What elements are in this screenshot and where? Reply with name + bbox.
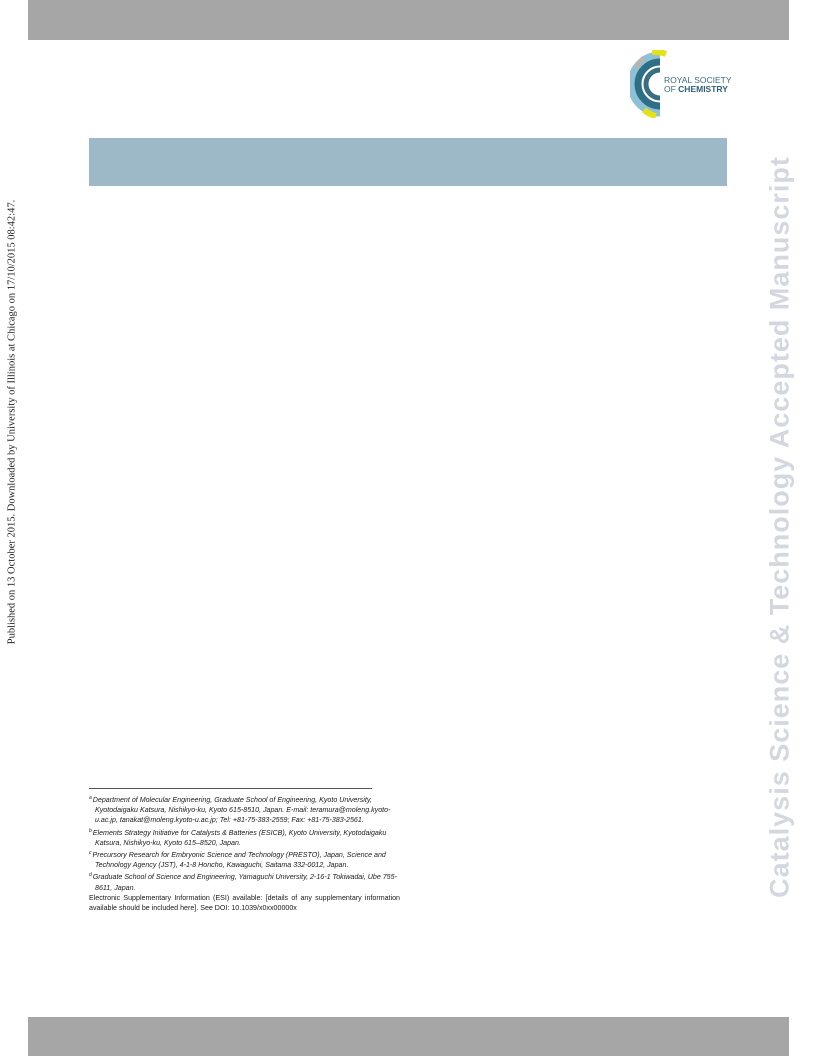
title-band — [89, 138, 727, 186]
footnote-c — [89, 848, 400, 870]
footnote-mark: c — [89, 850, 92, 857]
rsc-logo-wordmark — [664, 76, 732, 94]
logo-line-2 — [664, 85, 732, 94]
footnote-b — [89, 826, 400, 848]
footnote-text: Graduate School of Science and Engineering, Yamaguchi University, 2-16-1 Tokiwadai, Ube 755-8611, Japan. — [92, 873, 397, 892]
esi-note: Electronic Supplementary Information (ESI) available: [details of any supplementary information available should be included here]. See DOI: 10.1039/x0xx00000x — [89, 893, 400, 913]
footnote-d — [89, 870, 400, 892]
footnote-mark: d — [89, 872, 92, 879]
journal-watermark: Catalysis Science & Technology Accepted Manuscript — [764, 156, 795, 898]
logo-line-2-prefix: OF — [664, 84, 679, 94]
footnote-mark: b — [89, 827, 92, 834]
footnote-rule — [89, 788, 372, 789]
footnote-a — [89, 793, 400, 826]
logo-line-1: ROYAL SOCIETY — [664, 75, 732, 85]
affiliation-footnotes — [89, 788, 400, 913]
footnote-text: Elements Strategy Initiative for Catalysts & Batteries (ESICB), Kyoto University, Kyotodaigaku Katsura, Nishikyo-ku, Kyoto 615–8520, Japan. — [92, 828, 387, 847]
header-bar — [28, 0, 789, 40]
rsc-logo — [630, 50, 740, 118]
footnote-text: Precursory Research for Embryonic Science and Technology (PRESTO), Japan, Science and Technology Agency (JST), 4-1-8 Honcho, Kawaguchi, Saitama 332-0012, Japan. — [92, 851, 386, 870]
published-notice: Published on 13 October 2015. Downloaded by University of Illinois at Chicago on 17/10/2015 08:42:47. — [6, 199, 18, 645]
footer-bar — [28, 1017, 789, 1056]
footnote-mark: a — [89, 795, 92, 801]
footnote-text: Department of Molecular Engineering, Graduate School of Engineering, Kyoto University, Kyotodaigaku Katsura, Nishikyo-ku, Kyoto 615-8510, Japan. E-mail: teramura@moleng.kyoto-u.ac.jp, tanakat@moleng.kyoto-u.ac.jp; Tel: +81-75-383-2559; Fax: +81-75-383-2561. — [92, 796, 391, 825]
logo-line-2-bold: CHEMISTRY — [678, 84, 728, 94]
